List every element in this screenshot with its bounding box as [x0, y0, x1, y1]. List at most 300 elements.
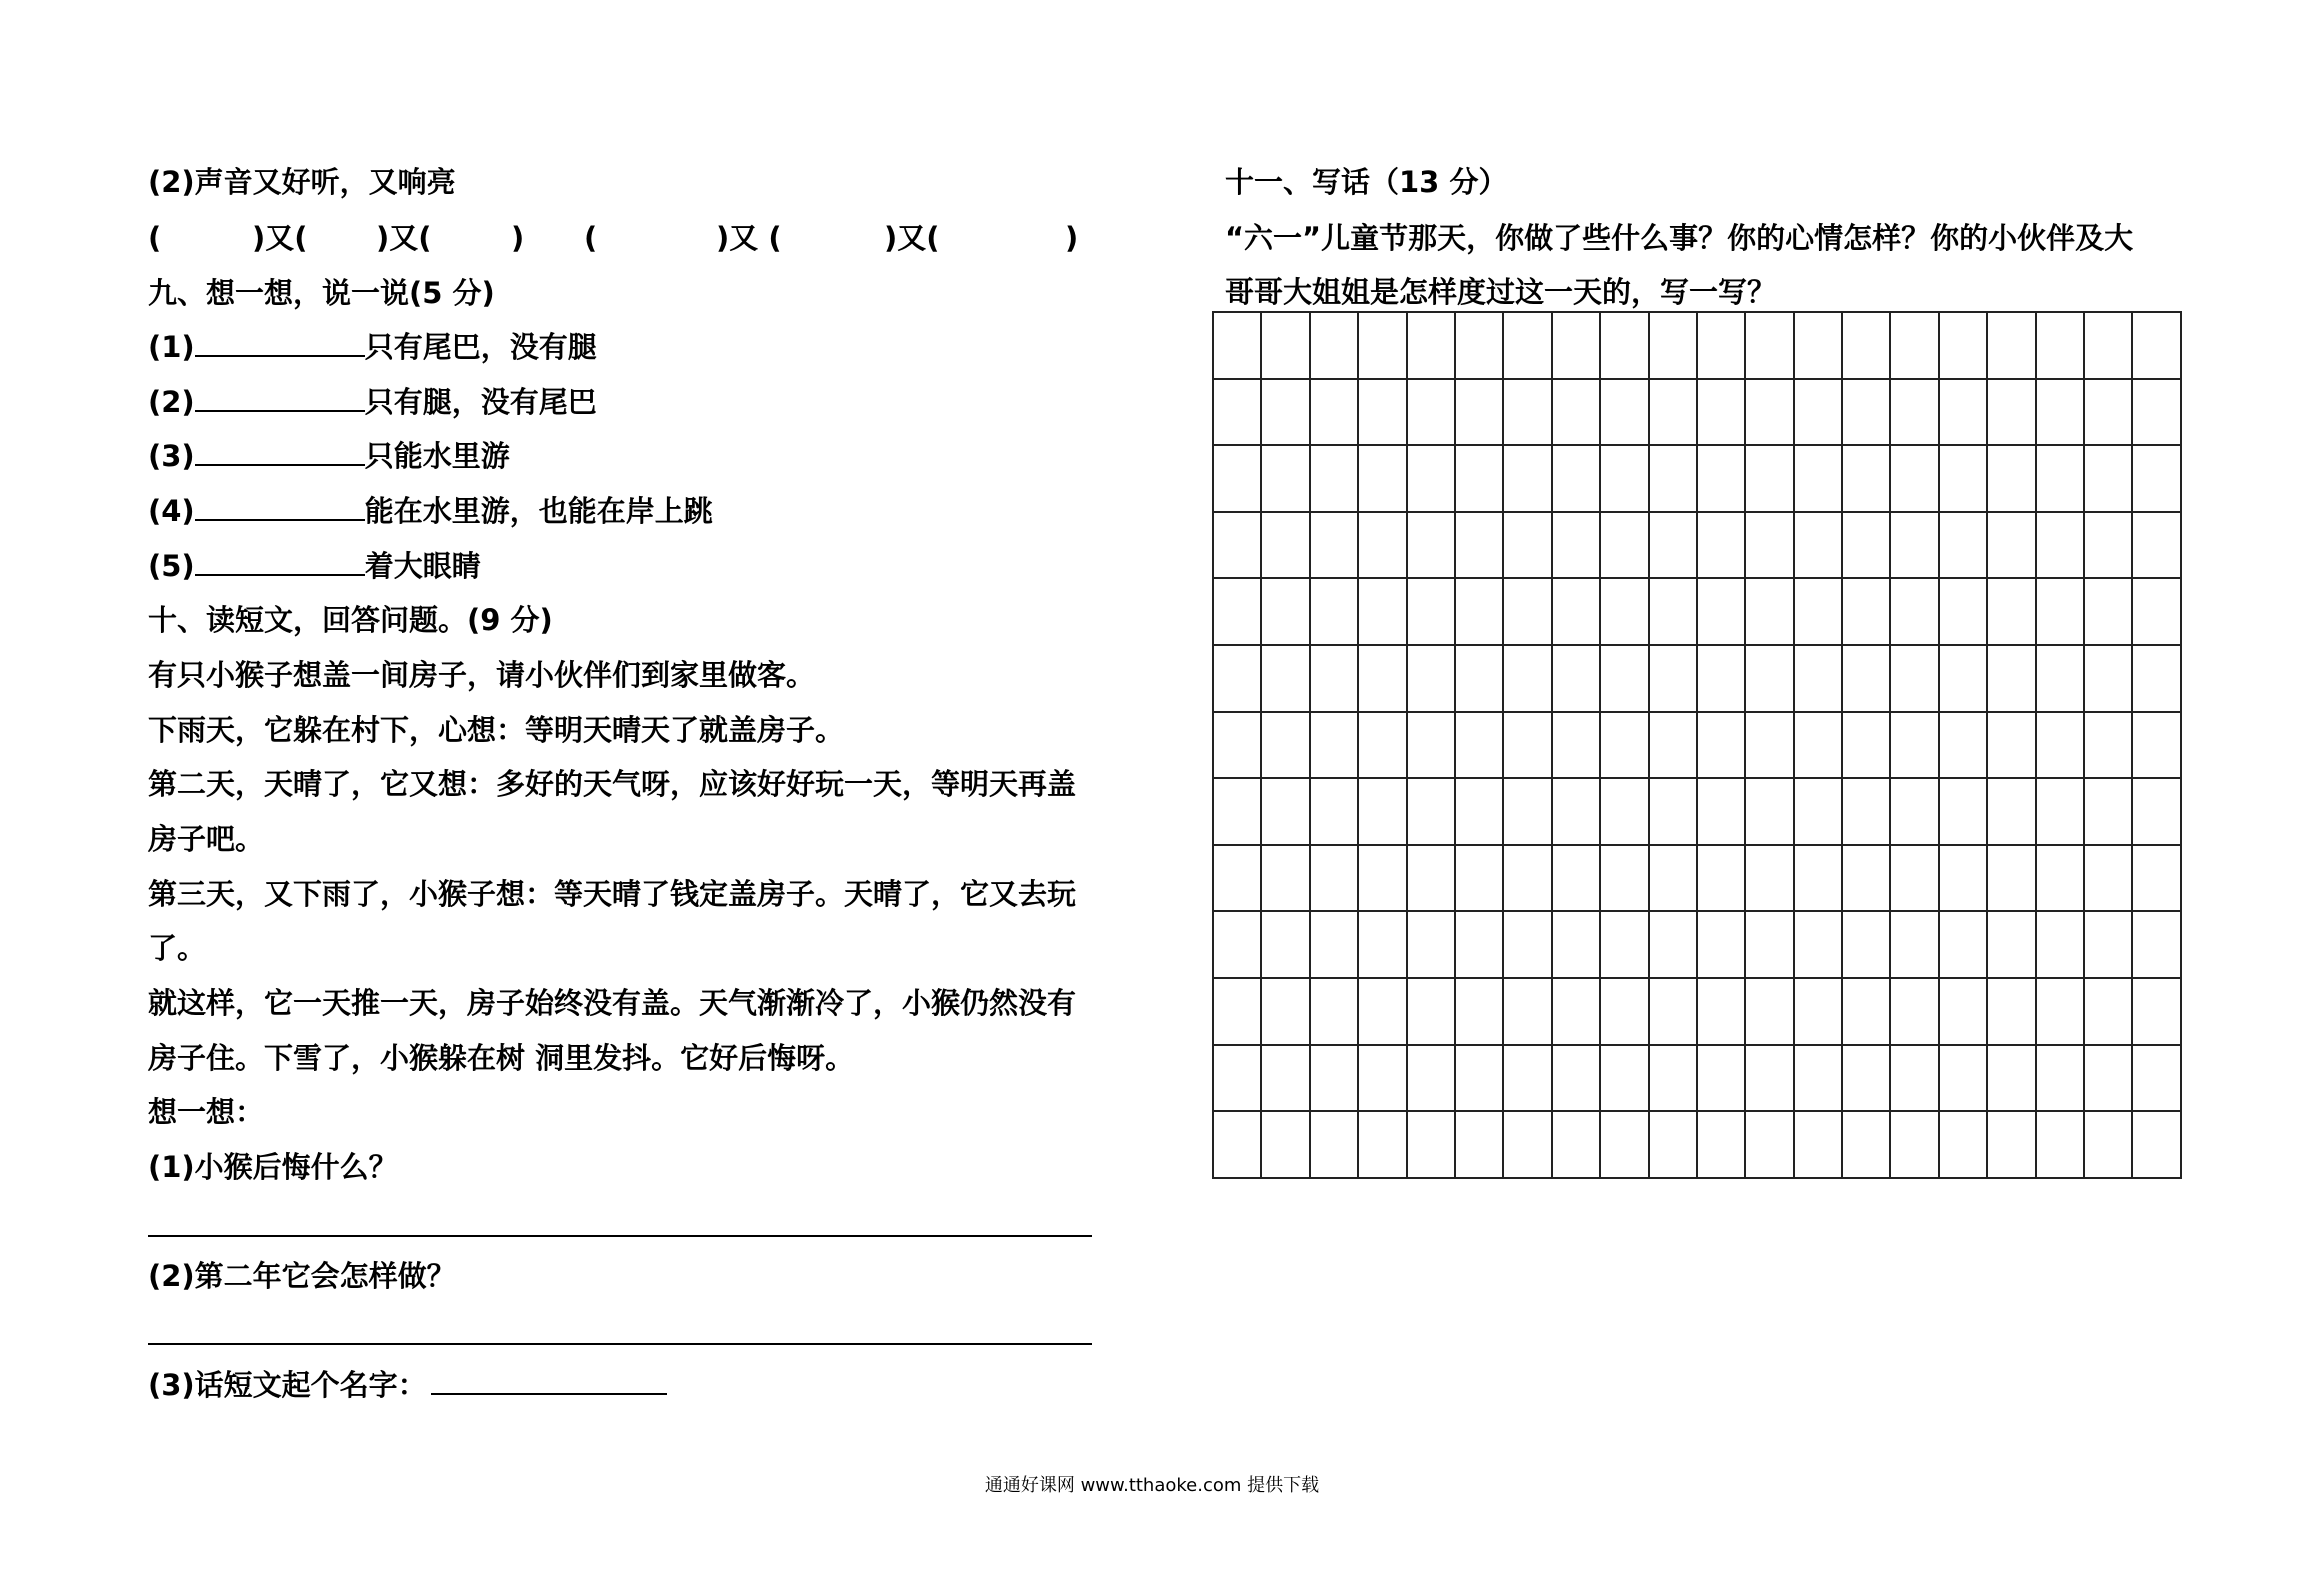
grid-cell[interactable]	[1455, 978, 1503, 1045]
grid-cell[interactable]	[1600, 978, 1648, 1045]
grid-cell[interactable]	[1745, 712, 1793, 779]
grid-cell[interactable]	[2084, 778, 2132, 845]
grid-cell[interactable]	[1600, 445, 1648, 512]
grid-cell[interactable]	[2036, 845, 2084, 912]
grid-cell[interactable]	[1503, 778, 1551, 845]
grid-cell[interactable]	[1552, 1045, 1600, 1112]
grid-cell[interactable]	[1649, 778, 1697, 845]
grid-cell[interactable]	[1842, 911, 1890, 978]
grid-cell[interactable]	[2084, 512, 2132, 579]
grid-row	[1213, 911, 2181, 978]
grid-row	[1213, 312, 2181, 379]
grid-cell[interactable]	[1310, 778, 1358, 845]
grid-cell[interactable]	[1552, 512, 1600, 579]
grid-cell[interactable]	[1649, 911, 1697, 978]
grid-cell[interactable]	[2036, 978, 2084, 1045]
grid-cell[interactable]	[2084, 445, 2132, 512]
grid-cell[interactable]	[1939, 911, 1987, 978]
grid-cell[interactable]	[1745, 978, 1793, 1045]
grid-cell[interactable]	[1987, 379, 2035, 446]
grid-cell[interactable]	[1890, 1045, 1938, 1112]
grid-cell[interactable]	[1600, 712, 1648, 779]
grid-cell[interactable]	[1213, 445, 1261, 512]
grid-cell[interactable]	[1261, 578, 1309, 645]
grid-cell[interactable]	[1455, 645, 1503, 712]
grid-cell[interactable]	[1407, 379, 1455, 446]
grid-cell[interactable]	[1939, 712, 1987, 779]
grid-cell[interactable]	[1842, 712, 1890, 779]
grid-cell[interactable]	[1455, 312, 1503, 379]
grid-cell[interactable]	[1552, 578, 1600, 645]
grid-cell[interactable]	[1794, 1111, 1842, 1178]
grid-cell[interactable]	[1890, 379, 1938, 446]
answer-blank[interactable]	[195, 436, 365, 466]
title-blank[interactable]	[431, 1365, 667, 1395]
grid-cell[interactable]	[1987, 578, 2035, 645]
item-number: (1)	[148, 330, 195, 364]
grid-row	[1213, 578, 2181, 645]
grid-cell[interactable]	[1649, 578, 1697, 645]
grid-cell[interactable]	[2084, 645, 2132, 712]
grid-cell[interactable]	[1697, 445, 1745, 512]
grid-cell[interactable]	[1745, 379, 1793, 446]
grid-cell[interactable]	[1407, 312, 1455, 379]
grid-cell[interactable]	[1358, 578, 1406, 645]
answer-blank[interactable]	[195, 546, 365, 576]
grid-cell[interactable]	[1213, 1045, 1261, 1112]
grid-cell[interactable]	[1552, 712, 1600, 779]
grid-cell[interactable]	[1890, 445, 1938, 512]
grid-cell[interactable]	[1745, 512, 1793, 579]
grid-cell[interactable]	[1745, 312, 1793, 379]
grid-cell[interactable]	[1358, 845, 1406, 912]
grid-cell[interactable]	[1358, 312, 1406, 379]
grid-cell[interactable]	[1939, 1045, 1987, 1112]
item-2-voice: (2)声音又好听，又响亮	[148, 165, 456, 199]
grid-cell[interactable]	[1745, 778, 1793, 845]
grid-cell[interactable]	[1407, 845, 1455, 912]
grid-cell[interactable]	[1987, 512, 2035, 579]
grid-cell[interactable]	[1503, 379, 1551, 446]
grid-cell[interactable]	[1310, 911, 1358, 978]
grid-cell[interactable]	[2132, 445, 2180, 512]
grid-cell[interactable]	[1261, 712, 1309, 779]
grid-cell[interactable]	[2084, 379, 2132, 446]
grid-cell[interactable]	[1939, 312, 1987, 379]
grid-cell[interactable]	[1842, 379, 1890, 446]
grid-cell[interactable]	[1310, 712, 1358, 779]
grid-cell[interactable]	[1890, 312, 1938, 379]
grid-cell[interactable]	[1503, 312, 1551, 379]
grid-cell[interactable]	[1649, 845, 1697, 912]
grid-cell[interactable]	[1600, 379, 1648, 446]
grid-cell[interactable]	[1310, 1111, 1358, 1178]
grid-cell[interactable]	[2036, 778, 2084, 845]
grid-cell[interactable]	[2132, 1045, 2180, 1112]
grid-cell[interactable]	[1697, 512, 1745, 579]
passage-line-4: 房子吧。	[148, 822, 265, 856]
grid-cell[interactable]	[1794, 379, 1842, 446]
answer-line-1[interactable]	[148, 1235, 1092, 1237]
grid-cell[interactable]	[1842, 645, 1890, 712]
grid-cell[interactable]	[2084, 1045, 2132, 1112]
grid-cell[interactable]	[1358, 445, 1406, 512]
grid-cell[interactable]	[1455, 379, 1503, 446]
answer-blank[interactable]	[195, 382, 365, 412]
grid-cell[interactable]	[2036, 512, 2084, 579]
grid-cell[interactable]	[1261, 845, 1309, 912]
grid-cell[interactable]	[1213, 1111, 1261, 1178]
answer-line-2[interactable]	[148, 1343, 1092, 1345]
grid-cell[interactable]	[1697, 778, 1745, 845]
grid-cell[interactable]	[1213, 845, 1261, 912]
grid-cell[interactable]	[1987, 645, 2035, 712]
grid-cell[interactable]	[1939, 445, 1987, 512]
grid-row	[1213, 978, 2181, 1045]
grid-cell[interactable]	[1552, 978, 1600, 1045]
grid-cell[interactable]	[1261, 1045, 1309, 1112]
grid-cell[interactable]	[1407, 911, 1455, 978]
grid-cell[interactable]	[1842, 1111, 1890, 1178]
sec9-item-1	[148, 327, 597, 367]
grid-cell[interactable]	[1503, 1045, 1551, 1112]
grid-cell[interactable]	[1358, 645, 1406, 712]
grid-cell[interactable]	[1503, 645, 1551, 712]
grid-cell[interactable]	[1890, 512, 1938, 579]
grid-cell[interactable]	[1890, 645, 1938, 712]
grid-cell[interactable]	[1890, 778, 1938, 845]
grid-row	[1213, 712, 2181, 779]
grid-cell[interactable]	[1697, 578, 1745, 645]
grid-cell[interactable]	[1310, 845, 1358, 912]
grid-row	[1213, 845, 2181, 912]
grid-cell[interactable]	[2084, 978, 2132, 1045]
grid-cell[interactable]	[1649, 445, 1697, 512]
grid-cell[interactable]	[1600, 845, 1648, 912]
grid-cell[interactable]	[1649, 645, 1697, 712]
grid-cell[interactable]	[1649, 512, 1697, 579]
grid-cell[interactable]	[1213, 911, 1261, 978]
grid-cell[interactable]	[1358, 512, 1406, 579]
grid-cell[interactable]	[1407, 578, 1455, 645]
grid-cell[interactable]	[1310, 978, 1358, 1045]
grid-cell[interactable]	[1987, 712, 2035, 779]
grid-row	[1213, 445, 2181, 512]
grid-cell[interactable]	[1213, 778, 1261, 845]
grid-cell[interactable]	[1649, 712, 1697, 779]
grid-cell[interactable]	[1261, 512, 1309, 579]
grid-cell[interactable]	[1455, 445, 1503, 512]
grid-cell[interactable]	[2132, 578, 2180, 645]
grid-cell[interactable]	[1794, 1045, 1842, 1112]
grid-cell[interactable]	[1697, 845, 1745, 912]
grid-cell[interactable]	[1987, 978, 2035, 1045]
grid-cell[interactable]	[1939, 978, 1987, 1045]
grid-cell[interactable]	[1745, 1111, 1793, 1178]
grid-cell[interactable]	[2084, 312, 2132, 379]
grid-cell[interactable]	[2132, 379, 2180, 446]
grid-cell[interactable]	[1455, 845, 1503, 912]
grid-cell[interactable]	[1310, 645, 1358, 712]
grid-cell[interactable]	[1310, 512, 1358, 579]
grid-cell[interactable]	[1455, 512, 1503, 579]
grid-cell[interactable]	[1794, 911, 1842, 978]
grid-cell[interactable]	[1552, 845, 1600, 912]
grid-cell[interactable]	[1552, 911, 1600, 978]
grid-cell[interactable]	[1261, 312, 1309, 379]
grid-cell[interactable]	[1794, 845, 1842, 912]
grid-cell[interactable]	[1697, 911, 1745, 978]
grid-cell[interactable]	[1455, 712, 1503, 779]
grid-cell[interactable]	[1745, 911, 1793, 978]
grid-cell[interactable]	[1503, 845, 1551, 912]
grid-cell[interactable]	[1310, 379, 1358, 446]
grid-cell[interactable]	[1939, 778, 1987, 845]
grid-cell[interactable]	[1358, 778, 1406, 845]
grid-cell[interactable]	[1358, 911, 1406, 978]
grid-cell[interactable]	[1358, 1045, 1406, 1112]
grid-cell[interactable]	[1358, 379, 1406, 446]
grid-cell[interactable]	[1890, 845, 1938, 912]
grid-cell[interactable]	[1697, 312, 1745, 379]
grid-cell[interactable]	[2036, 911, 2084, 978]
grid-cell[interactable]	[1503, 1111, 1551, 1178]
grid-cell[interactable]	[1261, 379, 1309, 446]
passage-line-2: 下雨天，它躲在村下，心想：等明天晴天了就盖房子。	[148, 713, 845, 747]
grid-cell[interactable]	[1842, 578, 1890, 645]
grid-cell[interactable]	[2036, 445, 2084, 512]
grid-cell[interactable]	[1890, 712, 1938, 779]
grid-cell[interactable]	[1552, 1111, 1600, 1178]
grid-cell[interactable]	[1213, 978, 1261, 1045]
grid-cell[interactable]	[2036, 379, 2084, 446]
grid-row	[1213, 379, 2181, 446]
grid-cell[interactable]	[1407, 445, 1455, 512]
grid-cell[interactable]	[1310, 578, 1358, 645]
grid-cell[interactable]	[2132, 712, 2180, 779]
grid-cell[interactable]	[1890, 1111, 1938, 1178]
grid-cell[interactable]	[1890, 978, 1938, 1045]
grid-cell[interactable]	[1407, 978, 1455, 1045]
grid-cell[interactable]	[1358, 1111, 1406, 1178]
paren-3: )又(	[376, 221, 432, 255]
grid-cell[interactable]	[1503, 911, 1551, 978]
grid-cell[interactable]	[2132, 312, 2180, 379]
grid-cell[interactable]	[1503, 512, 1551, 579]
grid-cell[interactable]	[2132, 645, 2180, 712]
grid-cell[interactable]	[1842, 445, 1890, 512]
grid-cell[interactable]	[1407, 778, 1455, 845]
grid-cell[interactable]	[1794, 712, 1842, 779]
grid-cell[interactable]	[1649, 312, 1697, 379]
grid-cell[interactable]	[1745, 645, 1793, 712]
grid-cell[interactable]	[1842, 512, 1890, 579]
grid-cell[interactable]	[2036, 312, 2084, 379]
paren-5: (	[584, 221, 598, 255]
item-text: 只有腿，没有尾巴	[364, 385, 597, 419]
grid-cell[interactable]	[1842, 978, 1890, 1045]
footer-credit: 通通好课网 www.tthaoke.com 提供下载	[984, 1475, 1320, 1496]
grid-cell[interactable]	[1649, 1111, 1697, 1178]
grid-cell[interactable]	[1987, 445, 2035, 512]
think-label: 想一想：	[148, 1095, 265, 1129]
grid-cell[interactable]	[1890, 578, 1938, 645]
grid-cell[interactable]	[1890, 911, 1938, 978]
grid-cell[interactable]	[1455, 778, 1503, 845]
grid-cell[interactable]	[1552, 445, 1600, 512]
grid-cell[interactable]	[1600, 312, 1648, 379]
grid-cell[interactable]	[1503, 978, 1551, 1045]
grid-cell[interactable]	[2132, 978, 2180, 1045]
grid-cell[interactable]	[1213, 379, 1261, 446]
grid-cell[interactable]	[1600, 778, 1648, 845]
grid-cell[interactable]	[1310, 312, 1358, 379]
grid-cell[interactable]	[1503, 712, 1551, 779]
item-number: (4)	[148, 494, 195, 528]
grid-cell[interactable]	[1794, 512, 1842, 579]
grid-cell[interactable]	[1745, 845, 1793, 912]
item-text: 只有尾巴，没有腿	[364, 330, 597, 364]
grid-cell[interactable]	[1407, 1045, 1455, 1112]
grid-cell[interactable]	[1213, 645, 1261, 712]
grid-cell[interactable]	[1261, 645, 1309, 712]
grid-cell[interactable]	[1794, 578, 1842, 645]
grid-cell[interactable]	[2132, 911, 2180, 978]
grid-cell[interactable]	[2084, 845, 2132, 912]
paren-4: )	[511, 221, 525, 255]
grid-cell[interactable]	[1213, 578, 1261, 645]
sec9-item-2	[148, 382, 597, 422]
grid-cell[interactable]	[1842, 845, 1890, 912]
writing-prompt-line-1: “六一”儿童节那天，你做了些什么事？你的心情怎样？你的小伙伴及大	[1225, 221, 2134, 255]
grid-cell[interactable]	[1407, 512, 1455, 579]
grid-cell[interactable]	[1503, 578, 1551, 645]
grid-cell[interactable]	[1552, 379, 1600, 446]
grid-cell[interactable]	[2036, 645, 2084, 712]
grid-cell[interactable]	[2036, 712, 2084, 779]
item-text: 只能水里游	[364, 439, 510, 473]
grid-cell[interactable]	[1842, 778, 1890, 845]
grid-cell[interactable]	[1649, 978, 1697, 1045]
grid-cell[interactable]	[2132, 778, 2180, 845]
item-number: (5)	[148, 549, 195, 583]
grid-cell[interactable]	[1261, 911, 1309, 978]
grid-cell[interactable]	[1745, 1045, 1793, 1112]
grid-cell[interactable]	[1600, 512, 1648, 579]
grid-cell[interactable]	[1649, 379, 1697, 446]
grid-cell[interactable]	[1407, 645, 1455, 712]
grid-cell[interactable]	[1600, 911, 1648, 978]
grid-cell[interactable]	[1697, 379, 1745, 446]
grid-cell[interactable]	[2084, 1111, 2132, 1178]
grid-cell[interactable]	[1600, 645, 1648, 712]
item-text: 着大眼睛	[364, 549, 481, 583]
grid-cell[interactable]	[1213, 712, 1261, 779]
grid-cell[interactable]	[1794, 445, 1842, 512]
grid-cell[interactable]	[1213, 312, 1261, 379]
grid-cell[interactable]	[2132, 845, 2180, 912]
grid-cell[interactable]	[1649, 1045, 1697, 1112]
grid-cell[interactable]	[1842, 1045, 1890, 1112]
paren-blank-row	[148, 218, 1098, 258]
grid-cell[interactable]	[2132, 512, 2180, 579]
grid-cell[interactable]	[1455, 578, 1503, 645]
grid-cell[interactable]	[1310, 1045, 1358, 1112]
grid-cell[interactable]	[1697, 645, 1745, 712]
grid-cell[interactable]	[1455, 1045, 1503, 1112]
grid-cell[interactable]	[1939, 645, 1987, 712]
grid-cell[interactable]	[1939, 578, 1987, 645]
grid-cell[interactable]	[1987, 911, 2035, 978]
grid-cell[interactable]	[1261, 1111, 1309, 1178]
grid-cell[interactable]	[1987, 778, 2035, 845]
paren-2: )又(	[252, 221, 308, 255]
grid-cell[interactable]	[1697, 712, 1745, 779]
grid-cell[interactable]	[1794, 645, 1842, 712]
grid-cell[interactable]	[1455, 1111, 1503, 1178]
grid-cell[interactable]	[2084, 712, 2132, 779]
grid-cell[interactable]	[2036, 1111, 2084, 1178]
grid-cell[interactable]	[1745, 578, 1793, 645]
grid-cell[interactable]	[1939, 512, 1987, 579]
grid-cell[interactable]	[1939, 379, 1987, 446]
answer-blank[interactable]	[195, 491, 365, 521]
grid-cell[interactable]	[2132, 1111, 2180, 1178]
grid-cell[interactable]	[1987, 1111, 2035, 1178]
grid-cell[interactable]	[1697, 978, 1745, 1045]
grid-cell[interactable]	[1842, 312, 1890, 379]
grid-cell[interactable]	[1600, 1111, 1648, 1178]
grid-cell[interactable]	[2036, 1045, 2084, 1112]
grid-cell[interactable]	[1794, 778, 1842, 845]
grid-cell[interactable]	[2036, 578, 2084, 645]
grid-cell[interactable]	[1310, 445, 1358, 512]
grid-cell[interactable]	[1358, 712, 1406, 779]
grid-cell[interactable]	[1600, 578, 1648, 645]
grid-cell[interactable]	[1552, 312, 1600, 379]
grid-cell[interactable]	[1407, 712, 1455, 779]
grid-cell[interactable]	[1261, 778, 1309, 845]
writing-grid[interactable]	[1212, 311, 2182, 1179]
grid-cell[interactable]	[2084, 911, 2132, 978]
answer-blank[interactable]	[195, 327, 365, 357]
grid-cell[interactable]	[1987, 845, 2035, 912]
grid-cell[interactable]	[1261, 445, 1309, 512]
grid-cell[interactable]	[1407, 1111, 1455, 1178]
grid-cell[interactable]	[1697, 1045, 1745, 1112]
grid-cell[interactable]	[1455, 911, 1503, 978]
grid-cell[interactable]	[1261, 978, 1309, 1045]
grid-cell[interactable]	[1939, 1111, 1987, 1178]
sec9-item-3	[148, 436, 510, 476]
sec9-item-4	[148, 491, 713, 531]
grid-cell[interactable]	[1745, 445, 1793, 512]
grid-cell[interactable]	[1794, 312, 1842, 379]
grid-cell[interactable]	[1794, 978, 1842, 1045]
grid-cell[interactable]	[1213, 512, 1261, 579]
grid-cell[interactable]	[1552, 778, 1600, 845]
grid-cell[interactable]	[1697, 1111, 1745, 1178]
grid-cell[interactable]	[1987, 312, 2035, 379]
grid-row	[1213, 512, 2181, 579]
grid-cell[interactable]	[1600, 1045, 1648, 1112]
grid-cell[interactable]	[1987, 1045, 2035, 1112]
grid-cell[interactable]	[1939, 845, 1987, 912]
grid-cell[interactable]	[1358, 978, 1406, 1045]
grid-cell[interactable]	[2084, 578, 2132, 645]
grid-cell[interactable]	[1552, 645, 1600, 712]
grid-cell[interactable]	[1503, 445, 1551, 512]
